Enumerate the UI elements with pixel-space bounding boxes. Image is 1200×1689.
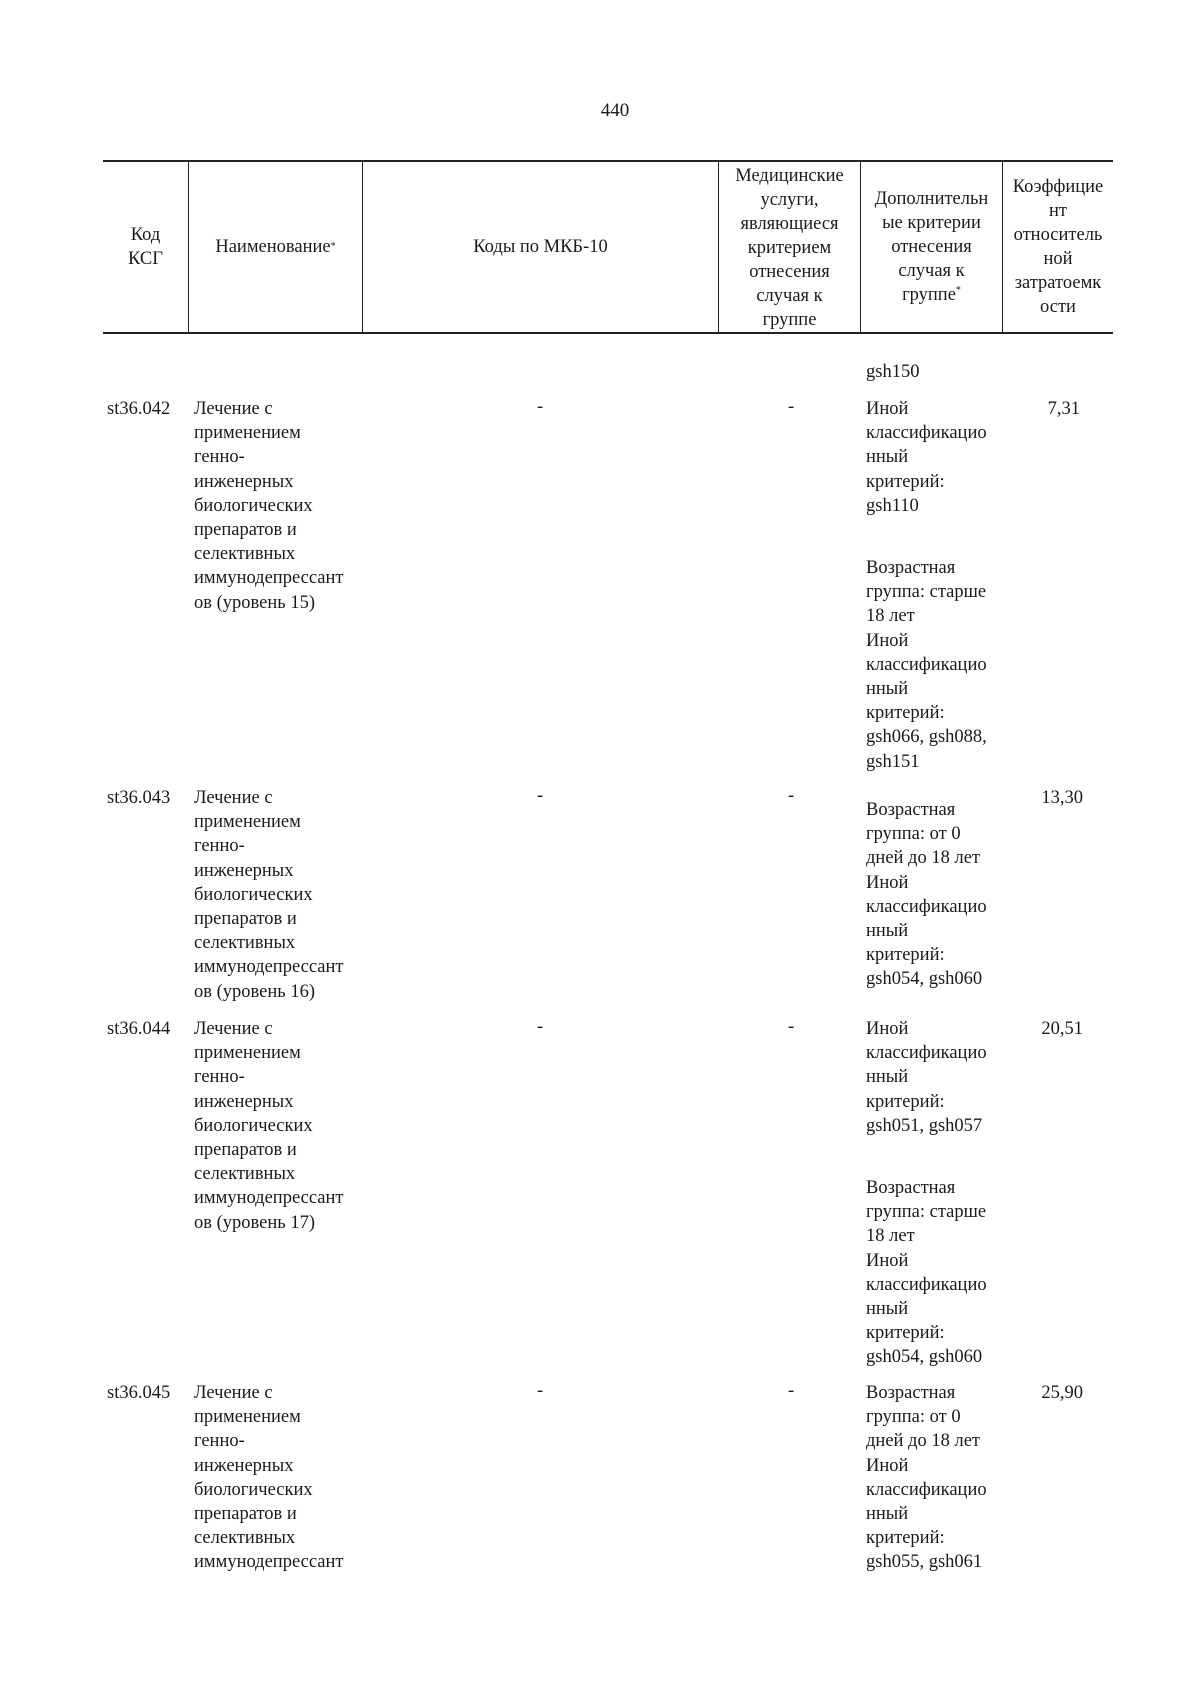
row-criteria: Иной классификацио нный критерий: gsh110: [866, 399, 987, 516]
row-name: Лечение с применением генно- инженерных биологических препаратов и селективных иммунодепрессант ов (уровень 15): [194, 399, 344, 613]
row-icd: -: [537, 786, 544, 806]
row-name: Лечение с применением генно- инженерных биологических препаратов и селективных иммунодепрессант: [194, 1383, 344, 1573]
row-icd: -: [537, 397, 544, 417]
header-icd-text: Коды по МКБ-10: [473, 237, 608, 257]
header-extra-mark: *: [955, 284, 961, 296]
row-criteria: Возрастная группа: старше 18 лет Иной классификацио нный критерий: gsh054, gsh060: [866, 1178, 987, 1368]
header-icd: [363, 162, 718, 332]
row-name: Лечение с применением генно- инженерных биологических препаратов и селективных иммунодепрессант ов (уровень 17): [194, 1019, 344, 1233]
row-code: st36.042: [107, 399, 171, 419]
page-number: 440: [600, 100, 630, 121]
header-services: [719, 162, 860, 332]
header-bottom-border: [103, 332, 1113, 334]
header-code: [103, 162, 188, 332]
row-services: -: [788, 1017, 795, 1037]
row-coef: 13,30: [1041, 788, 1083, 808]
row-coef: 7,31: [1047, 399, 1080, 419]
row-name: Лечение с применением генно- инженерных биологических препаратов и селективных иммунодепрессант ов (уровень 16): [194, 788, 344, 1002]
row-code: st36.044: [107, 1019, 171, 1039]
row-services: -: [788, 786, 795, 806]
header-extra: [861, 162, 1002, 332]
header-extra-wrap: [875, 187, 989, 307]
header-coef: [1003, 162, 1113, 332]
row-code: st36.045: [107, 1383, 171, 1403]
row-criteria: Возрастная группа: от 0 дней до 18 лет Иной классификацио нный критерий: gsh054, gsh060: [866, 800, 987, 990]
row-criteria: Возрастная группа: от 0 дней до 18 лет Иной классификацио нный критерий: gsh055, gsh061: [866, 1383, 987, 1573]
header-name: Наименование *: [215, 237, 336, 257]
header-extra-text: Дополнительн ые критерии отнесения случая к группе: [874, 189, 989, 305]
row-services: -: [788, 397, 795, 417]
row-coef: 20,51: [1041, 1019, 1083, 1039]
header-name-text: Наименование: [215, 237, 331, 257]
row-services: -: [788, 1381, 795, 1401]
row-icd: -: [537, 1017, 544, 1037]
header-coef-text: Коэффицие нт относитель ной затратоемк ости: [1012, 177, 1104, 317]
row-criteria: Возрастная группа: старше 18 лет Иной классификацио нный критерий: gsh066, gsh088, gsh151: [866, 558, 987, 772]
carryover-criteria: gsh150: [866, 362, 920, 382]
row-code: st36.043: [107, 788, 171, 808]
header-services-text: Медицинские услуги, являющиеся критерием отнесения случая к группе: [735, 166, 844, 330]
row-coef: 25,90: [1041, 1383, 1083, 1403]
row-criteria: Иной классификацио нный критерий: gsh051, gsh057: [866, 1019, 987, 1136]
row-icd: -: [537, 1381, 544, 1401]
header-code-text: Код КСГ: [128, 225, 163, 269]
